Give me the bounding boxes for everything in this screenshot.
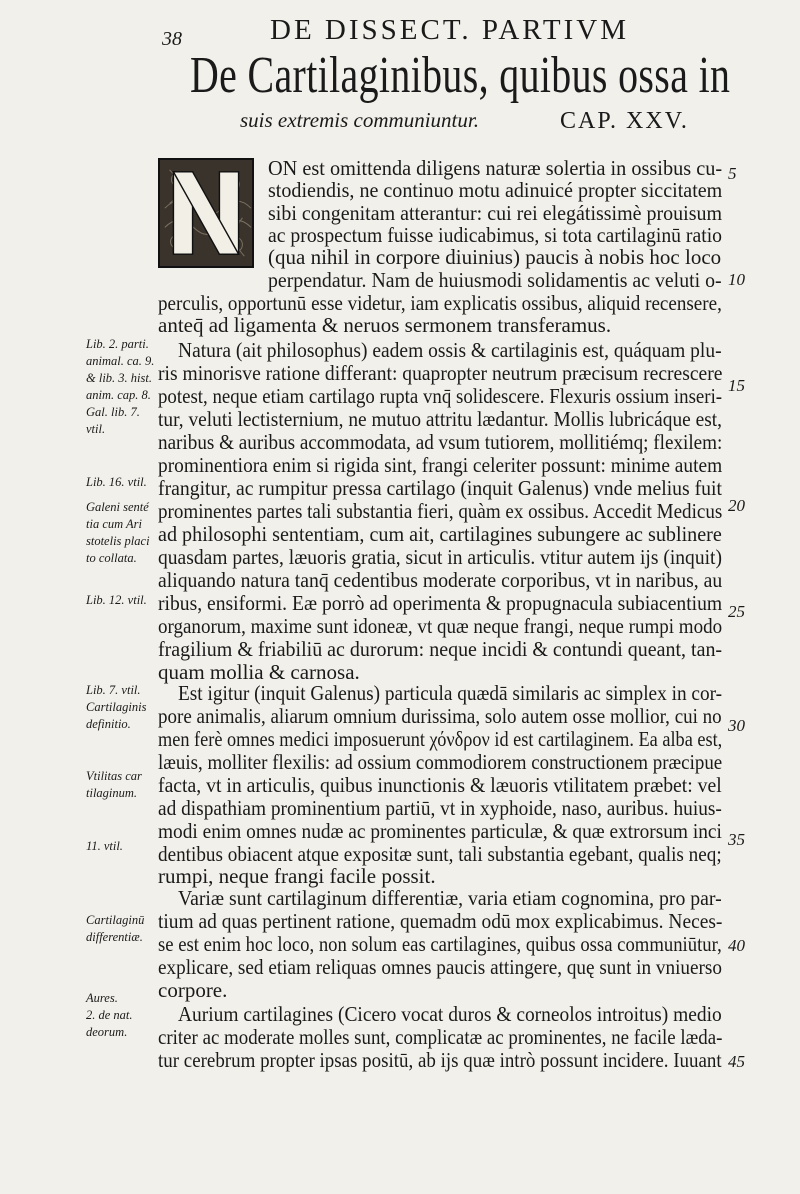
text-line: quam mollia & carnosa. xyxy=(158,660,360,684)
text-line: perpendatur. Nam de huiusmodi solidamentis ac veluti o- xyxy=(268,268,722,292)
text-line: modi enim omnes nudæ ac prominentes particulæ, & quæ extrorsum inci xyxy=(158,819,722,843)
text-line: stodiendis, ne continuo motu adinuicé propter siccitatem xyxy=(268,178,723,202)
text-line: corpore. xyxy=(158,978,228,1002)
text-line: prominentiora enim si rigida sint, frangi celeriter possunt: minime autem xyxy=(158,453,723,477)
text-line: quasdam partes, læuoris gratia, sicut in articulis. vtitur autem ijs (inquit) xyxy=(158,545,722,569)
decorated-initial-n-icon xyxy=(160,160,252,266)
line-number: 40 xyxy=(728,936,745,955)
text-line: (qua nihil in corpore diuinius) paucis à nobis hoc loco xyxy=(268,245,722,269)
text-line: sibi congenitam atterantur: cui rei elegátissimè prouisum xyxy=(268,201,723,225)
text-line: naribus & auribus accommodata, ad vsum tutiorem, mollitiémq; flexilem: xyxy=(158,430,723,454)
text-line: prominentes partes tali substantia fieri, quàm ex ossibus. Accedit Medicus xyxy=(158,499,723,523)
line-number: 5 xyxy=(728,164,737,183)
line-number: 30 xyxy=(728,716,745,735)
text-line: men ferè omnes medici imposuerunt χόνδρον id est cartilaginem. Ea alba est, xyxy=(158,727,723,751)
chapter-subtitle: suis extremis communiuntur. xyxy=(240,108,479,132)
decorated-initial-n xyxy=(158,158,254,268)
line-number: 15 xyxy=(728,376,745,395)
text-line: anteq̄ ad ligamenta & neruos sermonem transferamus. xyxy=(158,313,612,337)
text-line: ris minorisve ratione differant: quapropter neutrum præcisum recrescere xyxy=(158,361,723,385)
margin-note: Cartilaginū differentiæ. xyxy=(86,913,145,944)
text-line: ON est omittenda diligens naturæ solertia in ossibus cu- xyxy=(268,156,723,180)
text-line: organorum, maxime sunt idoneæ, vt quæ neque frangi, neque rumpi modo xyxy=(158,614,723,638)
text-line: aliquando natura tanq̄ cedentibus moderate corporibus, vt in naribus, au xyxy=(158,568,723,592)
line-number: 25 xyxy=(728,602,745,621)
line-number: 10 xyxy=(728,270,745,289)
text-line: fragilium & friabiliū ac durorum: neque incidi & contundi queant, tan- xyxy=(158,637,723,661)
text-line: rumpi, neque frangi facile possit. xyxy=(158,864,436,888)
text-line: læuis, molliter flexilis: ad ossium commodiorem constructionem præcipue xyxy=(158,750,723,774)
text-line: tur, veluti lectisternium, ne mutuo attritu lædantur. Mollis lubricáque est, xyxy=(158,407,722,431)
text-line: Natura (ait philosophus) eadem ossis & cartilaginis est, quáquam plu- xyxy=(178,338,722,362)
text-line: perculis, opportunū esse videtur, iam explicatis ossibus, aliquid recensere, xyxy=(158,291,722,315)
line-number: 35 xyxy=(728,830,745,849)
text-line: dentibus obiacent atque expositæ sunt, tali substantia egebant, qualis neq; xyxy=(158,842,722,866)
running-head: DE DISSECT. PARTIVM xyxy=(270,14,629,46)
text-line: Variæ sunt cartilaginum differentiæ, varia etiam cognomina, pro par- xyxy=(178,886,722,910)
margin-note: Lib. 7. vtil. Cartilaginis definitio. xyxy=(86,683,147,731)
chapter-title: De Cartilaginibus, quibus ossa in xyxy=(190,47,731,104)
text-line: ribus, ensiformi. Eæ porrò ad operimenta & propugnacula subiacentium xyxy=(158,591,723,615)
margin-note: Lib. 16. vtil. xyxy=(86,475,147,489)
line-number: 45 xyxy=(728,1052,745,1071)
text-line: frangitur, ac rumpitur pressa cartilago (inquit Galenus) vnde melius fuit xyxy=(158,476,722,500)
margin-note: Vtilitas car tilaginum. xyxy=(86,769,142,800)
page-number: 38 xyxy=(162,28,182,50)
margin-note: Aures. 2. de nat. deorum. xyxy=(86,991,133,1039)
margin-note: Lib. 2. parti. animal. ca. 9. & lib. 3. hist. anim. cap. 8. Gal. lib. 7. vtil. xyxy=(86,337,155,436)
text-line: tur cerebrum propter ipsas positū, ab ijs quæ intrò possunt incidere. Iuuant xyxy=(158,1048,722,1072)
text-line: tium ad quas pertinent ratione, quemadm odū mox explicabimus. Neces- xyxy=(158,909,723,933)
text-line: facta, vt in articulis, quibus inunctionis & læuoris vtilitatem præbet: vel xyxy=(158,773,722,797)
text-line: pore animalis, aliarum omnium durissima, solo autem osse mollior, cui no xyxy=(158,704,722,728)
text-line: criter ac moderate molles sunt, complicatæ ac prominentes, ne facile læda- xyxy=(158,1025,723,1049)
margin-note: Galeni senté tia cum Ari stotelis placi to collata. xyxy=(86,500,150,565)
chapter-number: CAP. XXV. xyxy=(560,108,689,134)
text-line: Aurium cartilagines (Cicero vocat duros & corneolos introitus) medio xyxy=(178,1002,722,1026)
text-line: potest, neque etiam cartilago rupta vnq̄ solidescere. Flexuris ossium inseri- xyxy=(158,384,723,408)
margin-note: 11. vtil. xyxy=(86,839,123,853)
line-number: 20 xyxy=(728,496,745,515)
text-line: Est igitur (inquit Galenus) particula quædā similaris ac simplex in cor- xyxy=(178,681,723,705)
text-line: ac prospectum fuisse iudicabimus, si tota cartilaginū ratio xyxy=(268,223,723,247)
text-line: explicare, sed etiam reliquas omnes paucis attingere, quę sunt in vniuerso xyxy=(158,955,722,979)
text-line: ad philosophi sententiam, cum ait, cartilagines subungere ac sublinere xyxy=(158,522,722,546)
margin-note: Lib. 12. vtil. xyxy=(86,593,147,607)
text-line: ad dispathiam prominentium partiū, vt in xyphoide, naso, auribus. huius- xyxy=(158,796,722,820)
text-line: se est enim hoc loco, non solum eas cartilagines, quibus ossa communiūtur, xyxy=(158,932,722,956)
